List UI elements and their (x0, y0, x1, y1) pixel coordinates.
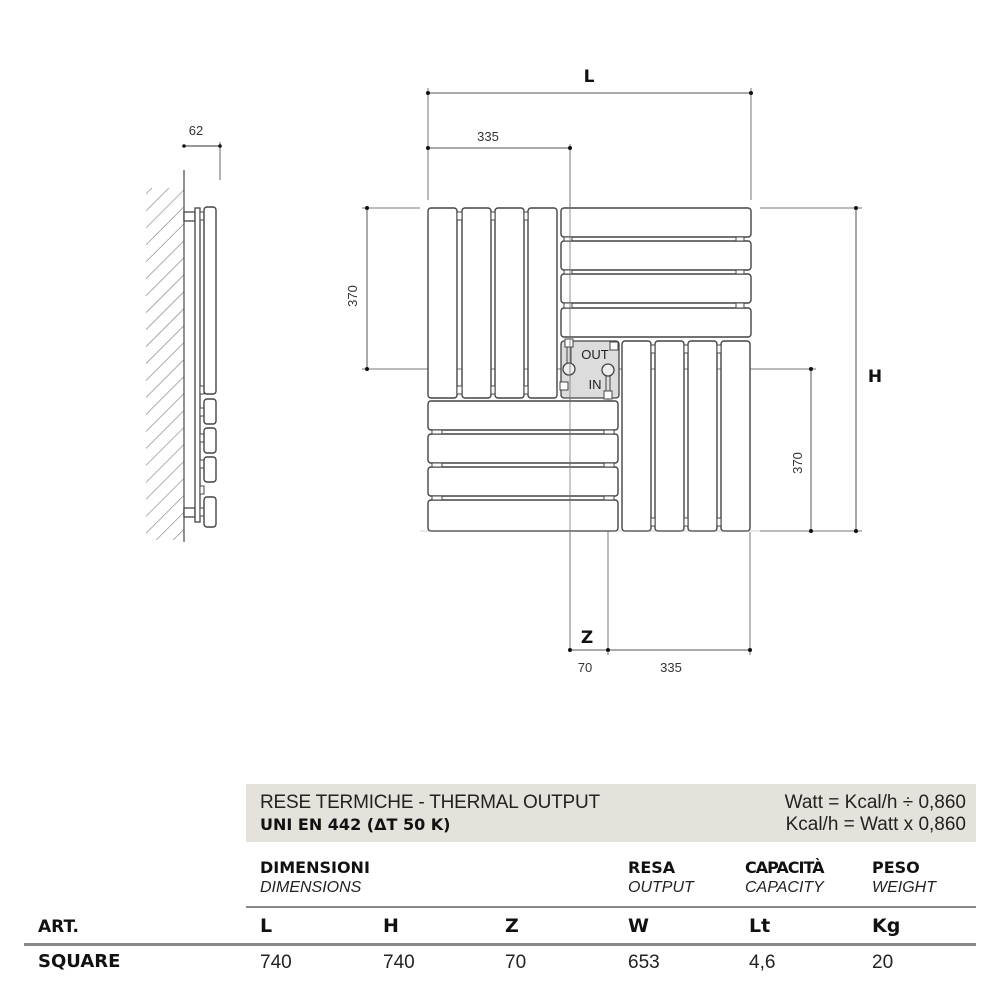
bottom-half-width-label: 335 (660, 660, 682, 675)
group-capacity-it: CAPACITÀ (745, 858, 824, 877)
depth-label: 62 (188, 123, 204, 138)
offset-label: Z (580, 628, 594, 648)
depth-dimension (182, 123, 222, 180)
row-L: 740 (260, 952, 292, 973)
width-label: L (583, 67, 595, 87)
side-view (146, 123, 222, 542)
front-view (345, 67, 882, 675)
col-Z: Z (505, 915, 519, 937)
group-output-en: OUTPUT (628, 879, 694, 896)
banner-title: RESE TERMICHE - THERMAL OUTPUT (260, 792, 600, 813)
col-L: L (260, 915, 273, 937)
group-dimensions-en: DIMENSIONS (260, 879, 362, 896)
thermal-output-banner (246, 784, 976, 842)
row-H: 740 (383, 952, 415, 973)
top-half-width-label: 335 (477, 129, 499, 144)
group-output-it: RESA (628, 858, 676, 877)
group-dimensions-it: DIMENSIONI (260, 858, 370, 877)
row-Lt: 4,6 (749, 952, 776, 973)
width-dimension-L (426, 67, 753, 200)
col-W: W (628, 915, 649, 937)
header-divider (246, 906, 976, 908)
bottom-offset-value: 70 (577, 660, 593, 675)
row-art: SQUARE (38, 951, 121, 972)
banner-standard: UNI EN 442 (ΔT 50 K) (260, 815, 451, 834)
col-Kg: Kg (872, 915, 901, 937)
outlet-label: OUT (581, 347, 609, 362)
quadrant-bottom-left (428, 401, 618, 531)
col-Lt: Lt (749, 915, 771, 937)
wall-hatch (146, 170, 184, 542)
conversion-formula-1: Watt = Kcal/h ÷ 0,860 (784, 792, 966, 813)
row-W: 653 (628, 952, 660, 973)
inlet-label: IN (588, 377, 602, 392)
row-Z: 70 (505, 952, 527, 973)
group-capacity-en: CAPACITY (745, 879, 824, 896)
inlet-pipe-icon (602, 364, 614, 376)
conversion-formula-2: Kcal/h = Watt x 0,860 (785, 814, 966, 835)
group-weight-it: PESO (872, 858, 920, 877)
row-divider (24, 943, 976, 946)
row-Kg: 20 (872, 952, 894, 973)
right-half-height-label: 370 (790, 452, 805, 474)
col-H: H (383, 915, 399, 937)
left-half-height-label: 370 (345, 285, 360, 307)
quadrant-top-right (561, 208, 751, 337)
group-weight-en: WEIGHT (872, 879, 936, 896)
outlet-pipe-icon (563, 363, 575, 375)
connection-box (560, 339, 619, 399)
height-label: H (867, 367, 883, 387)
col-art: ART. (38, 917, 79, 937)
